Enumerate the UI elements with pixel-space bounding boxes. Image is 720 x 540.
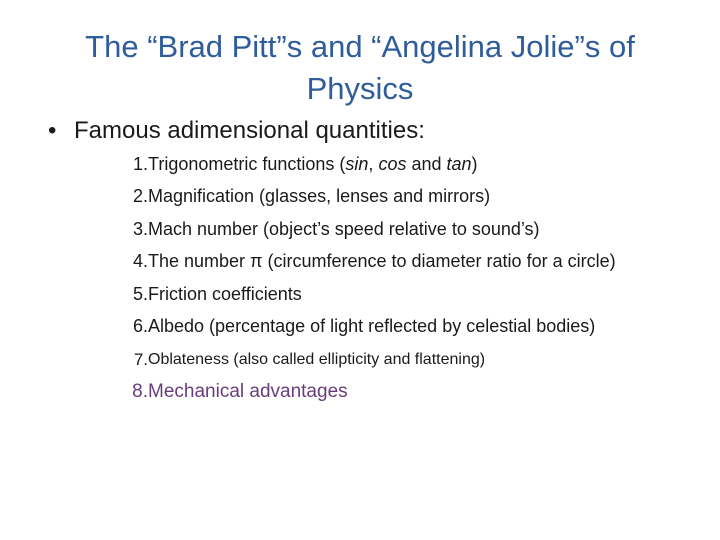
text-segment: Trigonometric functions ( <box>148 153 346 174</box>
list-item-number: 8. <box>132 381 148 402</box>
list-item-text: The number π (circumference to diameter ratio for a circle) <box>148 251 616 272</box>
numbered-list <box>82 148 702 407</box>
list-item <box>82 278 702 311</box>
list-item-text: Mach number (object’s speed relative to sound’s) <box>148 218 540 239</box>
list-item <box>82 311 702 344</box>
sin-text: sin <box>345 153 369 174</box>
list-item-number: 7. <box>133 350 148 369</box>
list-item-number: 6. <box>132 316 148 337</box>
list-item-number: 3. <box>132 218 148 239</box>
list-item-number: 5. <box>132 283 148 304</box>
cos-text: cos <box>378 153 407 174</box>
list-item-number: 1. <box>132 153 148 174</box>
text-segment: and <box>406 153 447 174</box>
list-item <box>82 213 702 246</box>
list-item-text: Oblateness (also called ellipticity and flattening) <box>148 351 486 368</box>
list-item-text: Friction coefficients <box>148 283 302 304</box>
list-item-number: 2. <box>132 186 148 207</box>
slide-title: The “Brad Pitt”s and “Angelina Jolie”s of Physics <box>85 29 635 106</box>
list-item <box>82 377 702 407</box>
list-item-text: Magnification (glasses, lenses and mirrors) <box>148 186 491 207</box>
bullet-text: Famous adimensional quantities: <box>74 117 425 144</box>
list-item <box>82 343 702 377</box>
text-segment: ) <box>471 153 478 174</box>
list-item-text <box>148 154 478 175</box>
text-segment: , <box>368 153 379 174</box>
bullet-icon: • <box>48 117 57 144</box>
list-item <box>82 246 702 279</box>
list-item <box>82 148 702 181</box>
list-item-text: Mechanical advantages <box>148 381 348 402</box>
list-item <box>82 181 702 214</box>
tan-text: tan <box>446 153 472 174</box>
main-bullet <box>48 114 425 148</box>
list-item-number: 4. <box>132 251 148 272</box>
list-item-text: Albedo (percentage of light reflected by celestial bodies) <box>148 316 596 337</box>
